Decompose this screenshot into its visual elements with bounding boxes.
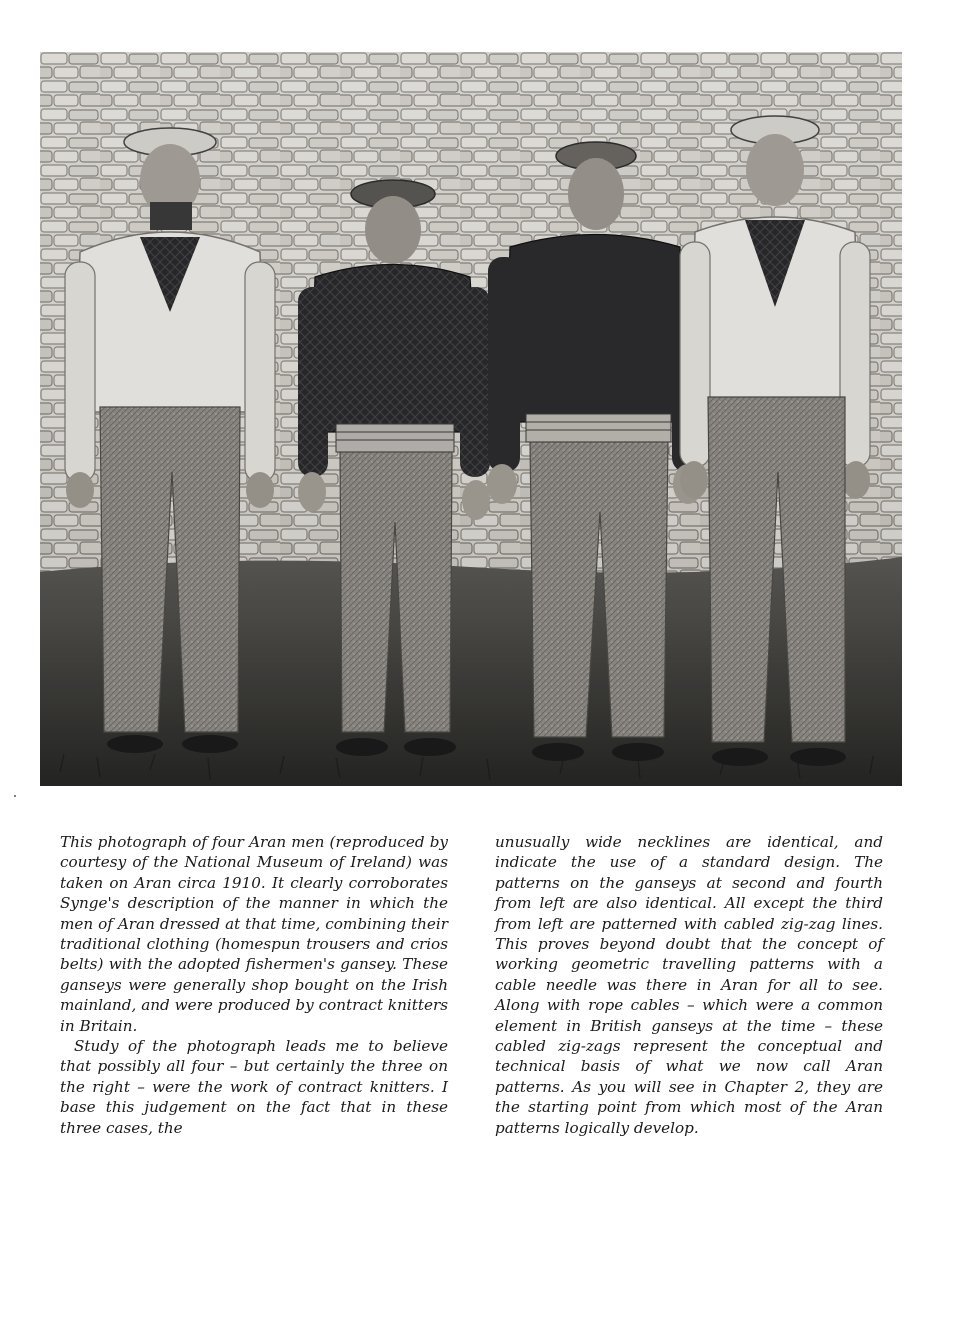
caption-paragraph: unusually wide necklines are identical, and indicate the use of a standard design. The patterns on the ganseys at second and fourth from left are also identical. All except the third from left are patterned with cabled zig-zag lines. This proves beyond doubt that the concept of working geometric travelling patterns with a cable needle was there in Aran for all to see. Along with rope cables – which were a common element in British ganseys at the time – these cabled zig-zags represent the conceptual and technical basis of what we now call Aran patterns. As you will see in Chapter 2, they are the starting point from which most of the Aran patterns logically develop.	[495, 833, 883, 1137]
caption-paragraph: Study of the photograph leads me to believe that possibly all four – but certainly the three on the right – were the work of contract knitters. I base this judgement on the fact that in these three cases, the	[60, 1037, 448, 1137]
caption-paragraph: This photograph of four Aran men (reproduced by courtesy of the National Museum of Ireland) was taken on Aran circa 1910. It clearly corroborates Synge's description of the manner in which the men of Aran dressed at that time, combining their traditional clothing (homespun trousers and crios belts) with the adopted fishermen's gansey. These ganseys were generally shop bought on the Irish mainland, and were produced by contract knitters in Britain.	[60, 833, 448, 1035]
photograph-illustration	[40, 52, 902, 786]
caption-left-column	[60, 832, 448, 1138]
scan-speck	[14, 795, 16, 797]
caption-right-column	[495, 832, 883, 1138]
historical-photograph	[40, 52, 902, 786]
